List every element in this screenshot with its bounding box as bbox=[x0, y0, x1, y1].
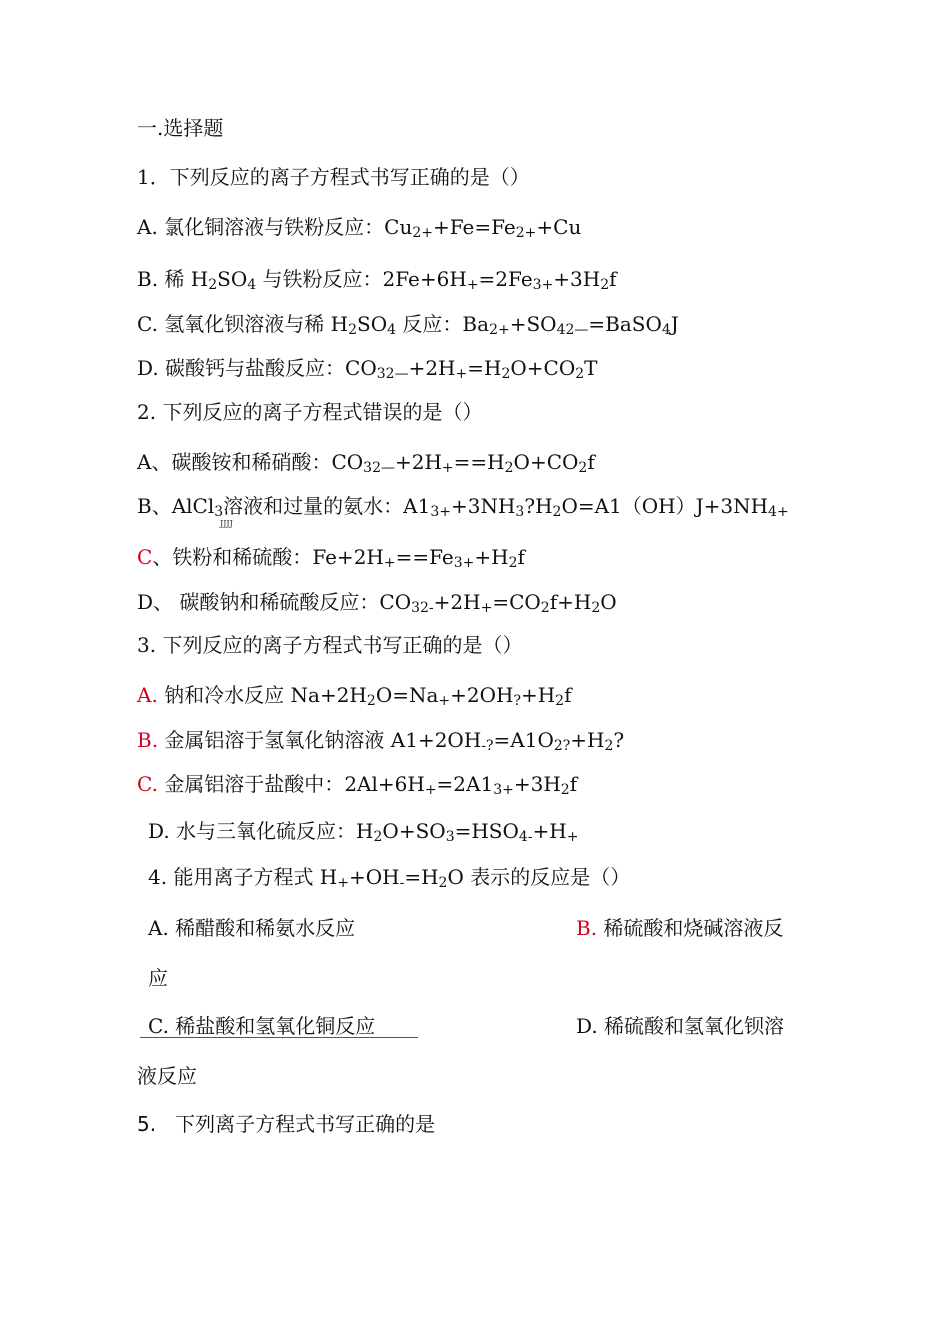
q2-underline-mark: JJJJ bbox=[220, 519, 233, 528]
section-heading: 一.选择题 bbox=[137, 116, 224, 140]
q4-stem: 4. 能用离子方程式 $H_++OH_-=H_2O$ 表示的反应是（） bbox=[148, 865, 631, 891]
q2-option-d: D、 碳酸钠和稀硫酸反应：$CO_{32-}+2H_+=CO_2f+H_2O$ bbox=[137, 590, 617, 616]
q4-option-d-continued: 液反应 bbox=[137, 1064, 197, 1088]
q4-option-b-continued: 应 bbox=[148, 966, 168, 990]
q1-option-c: C. 氢氧化钡溶液与稀 $H_2SO_4$ 反应：$Ba_{2+}+SO_{42—}=BaSO_4J$ bbox=[137, 312, 679, 338]
q1-option-b: B. 稀 $H_2SO_4$ 与铁粉反应：$2Fe+6H_+=2Fe_{3+}+3H_2f$ bbox=[137, 267, 617, 293]
q3-option-b: B. 金属铝溶于氢氧化钠溶液 $A1+2OH_{-?}=A1O_{2?}+H_2$? bbox=[137, 728, 625, 754]
q3-option-d: D. 水与三氧化硫反应：$H_2O+SO_3=HSO_{4-}+H_+$ bbox=[148, 819, 579, 845]
q2-option-c: C、铁粉和稀硫酸：$Fe+2H_+==Fe_{3+}+H_2f$ bbox=[137, 545, 525, 571]
q4-option-b: B. 稀硫酸和烧碱溶液反 bbox=[576, 916, 784, 940]
q4-option-c-underline bbox=[140, 1037, 418, 1038]
q4-option-a: A. 稀醋酸和稀氨水反应 bbox=[148, 916, 356, 940]
q4-option-d: D. 稀硫酸和氢氧化钡溶 bbox=[576, 1014, 785, 1038]
q1-stem: 1．下列反应的离子方程式书写正确的是（） bbox=[137, 165, 530, 189]
q3-option-c: C. 金属铝溶于盐酸中：$2Al+6H_+=2A1_{3+}+3H_2f$ bbox=[137, 772, 578, 798]
q1-option-a: A. 氯化铜溶液与铁粉反应：$Cu_{2+}+Fe=Fe_{2+}+Cu$ bbox=[137, 215, 582, 241]
q5-stem: 5. 下列离子方程式书写正确的是 bbox=[137, 1112, 436, 1136]
q4-option-c: C. 稀盐酸和氢氧化铜反应 bbox=[148, 1014, 376, 1038]
q3-option-a: A. 钠和冷水反应 $Na+2H_2O=Na_++2OH_?+H_2f$ bbox=[137, 683, 572, 709]
q2-option-b: B、AlCl$_3$溶液和过量的氨水：$A1_{3+}+3NH_3?H_2O=A1(OH)J+3NH_{4+}$ bbox=[137, 494, 789, 520]
q3-stem: 3. 下列反应的离子方程式书写正确的是（） bbox=[137, 633, 523, 657]
q1-option-d: D. 碳酸钙与盐酸反应：$CO_{32—}+2H_+=H_2O+CO_2T$ bbox=[137, 356, 598, 382]
q2-stem: 2. 下列反应的离子方程式错误的是（） bbox=[137, 400, 483, 424]
q2-option-a: A、碳酸铵和稀硝酸：$CO_{32—}+2H_+==H_2O+CO_2f$ bbox=[137, 450, 595, 476]
